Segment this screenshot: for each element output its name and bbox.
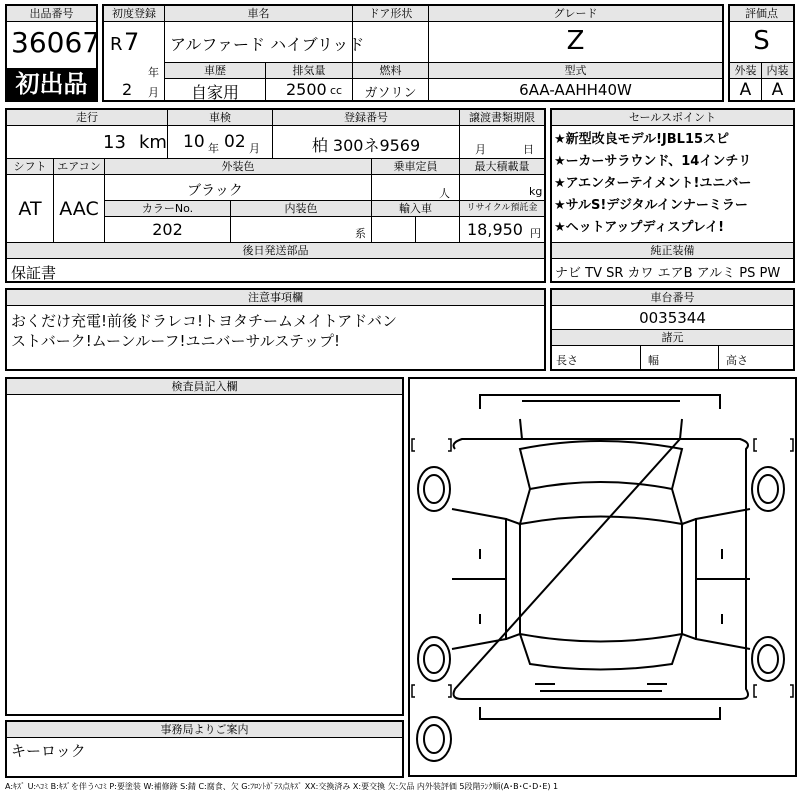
notes-line-2: ストバーク!ムーンルーフ!ユニバーサルステップ! <box>11 332 341 350</box>
office-label: 事務局よりご案内 <box>7 722 402 738</box>
car-outline-icon <box>410 379 795 775</box>
inspector-box <box>5 377 404 716</box>
inspection-year-unit: 年 <box>208 142 219 155</box>
month-unit: 月 <box>148 86 159 99</box>
shift-label: シフト <box>7 159 53 175</box>
inspection-month-unit: 月 <box>249 142 260 155</box>
exterior-score: A <box>739 80 752 100</box>
first-reg-month: 2 <box>122 80 133 99</box>
width-label: 幅 <box>648 354 659 367</box>
capacity-unit: 人 <box>439 187 450 200</box>
first-reg-label: 初度登録 <box>104 6 164 22</box>
legend-text: A:ｷｽﾞ U:ﾍｺﾐ B:ｷｽﾞを伴うﾍｺﾐ P:要塗装 W:補修跡 S:錆 C:腐食、欠 G:ﾌﾛﾝﾄｶﾞﾗｽ点ｷｽﾞ XX:交換済み X:要交換 欠:欠品 内外装評価 5段階ﾗﾝｸ順(A･B･C･D･E) 1 <box>5 782 559 791</box>
lot-box <box>5 4 101 102</box>
transfer-day-unit: 日 <box>523 143 534 156</box>
displacement-value: 2500 <box>286 80 327 99</box>
displacement-label: 排気量 <box>266 63 352 79</box>
transfer-month-unit: 月 <box>475 143 486 156</box>
transfer-label: 譲渡書類期限 <box>460 110 544 126</box>
chassis-label: 車台番号 <box>552 290 793 306</box>
sales-point-2: ★ーカーサラウンド、14インチリ <box>554 154 752 169</box>
mileage-label: 走行 <box>7 110 167 126</box>
plate-value: 柏 300ネ9569 <box>311 136 421 155</box>
office-box <box>5 720 404 778</box>
color-no-value: 202 <box>152 220 183 239</box>
first-reg-era: R <box>110 34 123 55</box>
km-unit: km <box>139 132 167 153</box>
grade-value: Z <box>566 26 585 56</box>
year-unit: 年 <box>148 66 159 79</box>
interior-label: 内装 <box>762 63 793 79</box>
vehicle-condition-diagram <box>408 377 797 777</box>
interior-color-unit: 系 <box>355 227 366 240</box>
load-label: 最大積載量 <box>460 159 544 175</box>
later-parts-value: 保証書 <box>11 264 57 282</box>
history-value: 自家用 <box>190 83 239 102</box>
length-label: 長さ <box>556 354 578 367</box>
vehicle-box <box>102 4 724 102</box>
notes-label: 注意事項欄 <box>7 290 544 306</box>
recycle-label: リサイクル預託金 <box>460 201 544 217</box>
mileage-value: 13 <box>103 132 126 153</box>
first-reg-year: 7 <box>124 28 140 56</box>
equipment-value: ナビ TV SR カワ エアB アルミ PS PW <box>555 266 781 281</box>
notes-line-1: おくだけ充電!前後ドラレコ!トヨタチームメイトアドバン <box>11 312 397 330</box>
inspection-month: 02 <box>224 132 246 152</box>
model-value: 6AA-AAHH40W <box>519 81 632 99</box>
lot-label: 出品番号 <box>7 6 96 22</box>
notes-box <box>5 288 546 371</box>
inspection-year: 10 <box>183 132 205 152</box>
office-text: キーロック <box>11 742 86 760</box>
car-name: アルファード ハイブリッド <box>170 35 365 54</box>
shift-value: AT <box>18 198 42 220</box>
score-box <box>728 4 795 102</box>
fuel-label: 燃料 <box>353 63 428 79</box>
score-label: 評価点 <box>730 6 793 22</box>
color-label: 外装色 <box>105 159 371 175</box>
recycle-value: 18,950 <box>467 220 523 239</box>
history-label: 車歴 <box>165 63 265 79</box>
chassis-number: 0035344 <box>639 309 706 327</box>
model-label: 型式 <box>429 63 722 79</box>
interior-score: A <box>771 80 784 100</box>
yen-unit: 円 <box>530 227 541 240</box>
door-label: ドア形状 <box>353 6 428 22</box>
dims-label: 諸元 <box>552 330 793 346</box>
ac-label: エアコン <box>54 159 104 175</box>
fuel-value: ガソリン <box>364 86 417 101</box>
sales-point-5: ★ヘットアップディスプレイ! <box>554 220 725 235</box>
ac-value: AAC <box>59 198 99 220</box>
exterior-label: 外装 <box>730 63 761 79</box>
height-label: 高さ <box>726 354 748 367</box>
equipment-label: 純正装備 <box>552 243 793 259</box>
later-parts-label: 後日発送部品 <box>7 243 544 259</box>
chassis-box <box>550 288 795 371</box>
score-value: S <box>753 26 770 56</box>
plate-label: 登録番号 <box>273 110 459 126</box>
sales-point-4: ★サルS!デジタルインナーミラー <box>554 198 748 213</box>
grade-label: グレード <box>429 6 722 22</box>
cc-unit: cc <box>330 84 343 97</box>
sales-label: セールスポイント <box>552 110 793 126</box>
color-value: ブラック <box>187 183 243 199</box>
capacity-label: 乗車定員 <box>372 159 459 175</box>
import-label: 輸入車 <box>372 201 459 217</box>
inspector-label: 検査員記入欄 <box>7 379 402 395</box>
lot-number: 36067 <box>11 26 101 59</box>
details-box <box>5 108 546 283</box>
inspection-label: 車検 <box>168 110 272 126</box>
sales-point-1: ★新型改良モデル!JBL15スピ <box>554 132 730 147</box>
load-unit: kg <box>529 185 543 198</box>
wheel-icons <box>417 467 784 761</box>
car-name-label: 車名 <box>165 6 352 22</box>
sales-point-3: ★アエンターテイメント!ユニバー <box>554 176 752 191</box>
color-no-label: カラーNo. <box>105 201 230 217</box>
interior-color-label: 内装色 <box>231 201 371 217</box>
first-listing-badge: 初出品 <box>7 68 96 100</box>
sales-box <box>550 108 795 283</box>
